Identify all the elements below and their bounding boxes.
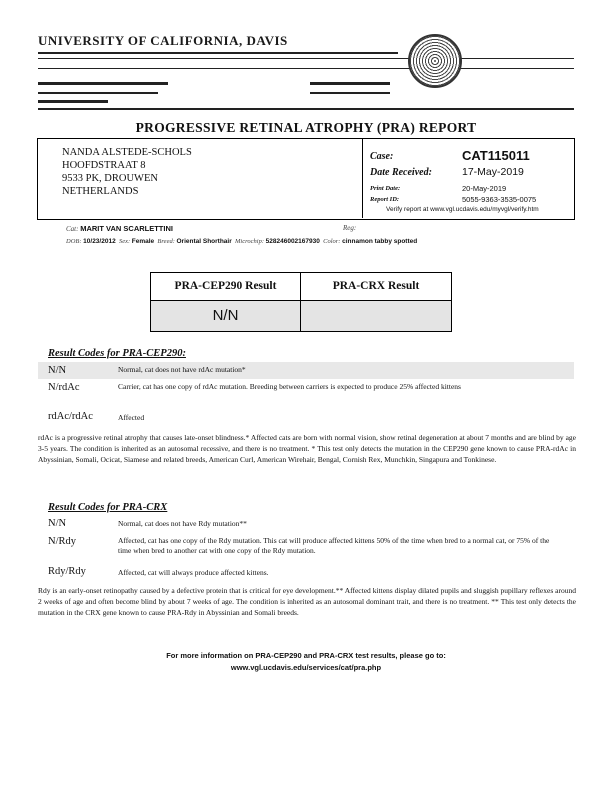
dob-label: DOB: bbox=[66, 238, 82, 245]
table-divider bbox=[300, 273, 301, 331]
cat-label: Cat: bbox=[66, 225, 79, 233]
header-rule bbox=[38, 82, 168, 85]
code-row bbox=[38, 362, 574, 379]
code-row bbox=[38, 380, 574, 406]
sex-value: Female bbox=[131, 238, 155, 245]
code-description: Affected bbox=[118, 413, 145, 422]
report-id-label: Report ID: bbox=[370, 196, 400, 203]
case-number: CAT115011 bbox=[462, 148, 530, 163]
breed-label: Breed: bbox=[157, 238, 175, 245]
header-rule bbox=[38, 68, 574, 69]
header-rule bbox=[38, 52, 398, 54]
code-row bbox=[38, 408, 574, 426]
code: N/rdAc bbox=[48, 382, 80, 393]
code: N/N bbox=[48, 365, 67, 376]
code: rdAc/rdAc bbox=[48, 411, 93, 422]
date-received-value: 17-May-2019 bbox=[462, 166, 524, 178]
results-table bbox=[150, 272, 452, 332]
reg-line bbox=[343, 224, 356, 232]
university-seal-icon bbox=[408, 34, 462, 88]
cep290-result-header: PRA-CEP290 Result bbox=[151, 273, 300, 301]
color-value: cinnamon tabby spotted bbox=[342, 238, 418, 245]
code-row bbox=[38, 564, 574, 580]
microchip-label: Microchip: bbox=[235, 238, 265, 245]
owner-address bbox=[62, 146, 192, 198]
cep290-codes-title: Result Codes for PRA-CEP290: bbox=[48, 348, 186, 359]
case-label: Case: bbox=[370, 151, 394, 162]
owner-country: NETHERLANDS bbox=[62, 186, 139, 197]
cat-details-line bbox=[66, 238, 417, 245]
code-description: Carrier, cat has one copy of rdAc mutation. Breeding between carriers is expected to produce 25% affected kittens bbox=[118, 382, 461, 391]
footer-info bbox=[0, 650, 612, 674]
code-description: Normal, cat does not have Rdy mutation** bbox=[118, 519, 247, 528]
report-title: PROGRESSIVE RETINAL ATROPHY (PRA) REPORT bbox=[135, 120, 477, 135]
code-row bbox=[38, 534, 574, 560]
verify-link[interactable]: Verify report at www.vgl.ucdavis.edu/myvgl/verify.htm bbox=[386, 206, 539, 213]
header-rule bbox=[38, 92, 158, 94]
header-rule bbox=[310, 92, 390, 94]
dob-value: 10/23/2012 bbox=[83, 238, 116, 245]
footer-line-1: For more information on PRA-CEP290 and PRA-CRX test results, please go to: bbox=[166, 651, 446, 660]
header-rule bbox=[38, 108, 574, 110]
breed-value: Oriental Shorthair bbox=[176, 238, 232, 245]
header-rule bbox=[38, 58, 574, 59]
owner-street: HOOFDSTRAAT 8 bbox=[62, 160, 146, 171]
code-description: Normal, cat does not have rdAc mutation* bbox=[118, 365, 246, 374]
cep290-explanation: rdAc is a progressive retinal atrophy that causes late-onset blindness.* Affected cats are born with normal vision, show retinal degeneration at about 7 months and are blind by age 3-5 years. The condition is inherited as an autosomal recessive, and there is no treatment. * This test only detects the mutation in the CEP290 gene known to cause PRA-rdAc in Abyssinian, Somali, Ocicat, Siamese and related breeds, American Curl, American Wirehair, Bengal, Cornish Rex, Munchkin, Singapura and Tonkinese. bbox=[38, 433, 576, 464]
university-name: UNIVERSITY OF CALIFORNIA, DAVIS bbox=[38, 33, 288, 48]
crx-explanation: Rdy is an early-onset retinopathy caused by a defective protein that is critical for eye development.** Affected kittens display dilated pupils and sluggish pupillary reflexes around 2 weeks of age and often become blind by about 7 weeks of age. The condition is inherited as an autosomal dominant trait, and there is no treatment. ** This test only detects the mutation in the CRX gene known to cause PRA-Rdy in Abyssinian and Somali breeds. bbox=[38, 586, 576, 617]
cat-name-line bbox=[66, 224, 173, 233]
footer-link[interactable]: www.vgl.ucdavis.edu/services/cat/pra.php bbox=[230, 663, 382, 672]
code-row bbox=[38, 516, 574, 532]
print-date-value: 20-May-2019 bbox=[462, 184, 507, 193]
header-rule bbox=[310, 82, 390, 85]
code-description: Affected, cat will always produce affected kittens. bbox=[118, 568, 269, 577]
code: N/Rdy bbox=[48, 536, 77, 547]
header-rule bbox=[38, 100, 108, 103]
crx-result-header: PRA-CRX Result bbox=[301, 273, 451, 301]
reg-label: Reg: bbox=[343, 224, 357, 232]
code: N/N bbox=[48, 518, 67, 529]
owner-city: 9533 PK, DROUWEN bbox=[62, 173, 158, 184]
code: Rdy/Rdy bbox=[48, 566, 86, 577]
crx-result-value bbox=[301, 301, 451, 331]
date-received-label: Date Received: bbox=[370, 167, 432, 178]
crx-codes-title: Result Codes for PRA-CRX bbox=[48, 502, 168, 513]
color-label: Color: bbox=[323, 238, 341, 245]
cat-name: MARIT VAN SCARLETTINI bbox=[80, 224, 173, 233]
owner-name: NANDA ALSTEDE-SCHOLS bbox=[62, 147, 192, 158]
sex-label: Sex: bbox=[118, 238, 131, 245]
print-date-label: Print Date: bbox=[370, 185, 401, 192]
cep290-result-value: N/N bbox=[151, 301, 300, 331]
microchip-value: 528246002167930 bbox=[265, 238, 320, 245]
code-description: Affected, cat has one copy of the Rdy mutation. This cat will produce affected kittens 50% of the time when bred to a normal cat, or 75% of the time when bred to another cat with one copy of the Rdy mutation. bbox=[118, 536, 550, 555]
report-id-value: 5055-9363-3535-0075 bbox=[462, 195, 537, 204]
